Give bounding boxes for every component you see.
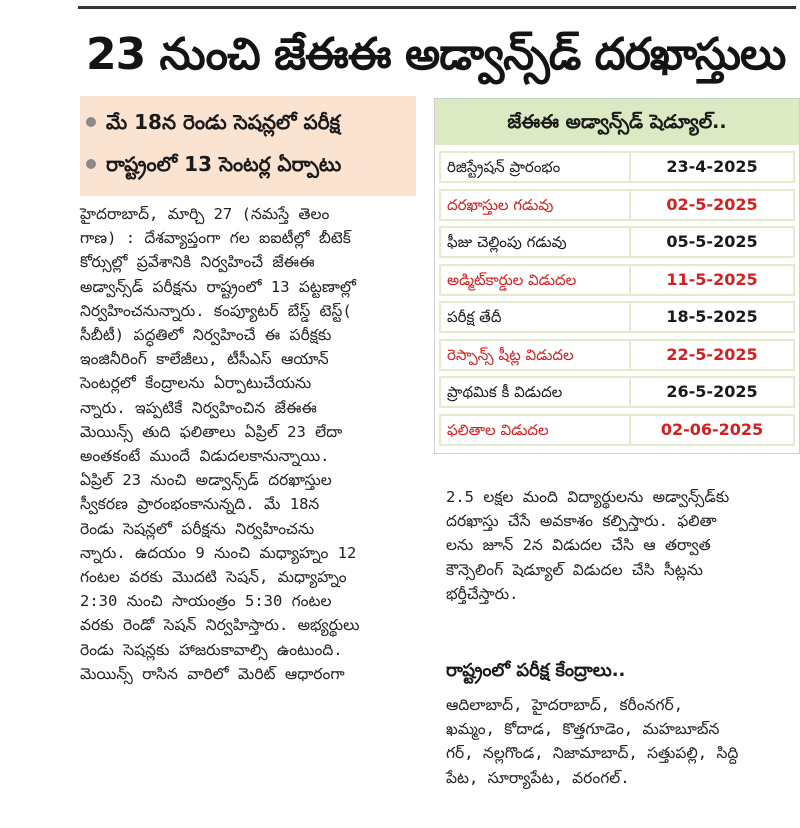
schedule-event-date: 02-5-2025 <box>631 191 793 219</box>
body-line: సెంటర్లలో కేంద్రాలను ఏర్పాటుచేయను <box>80 374 312 393</box>
schedule-event-date: 02-06-2025 <box>631 416 793 444</box>
schedule-event-label: దరఖాస్తుల గడువు <box>441 191 629 219</box>
schedule-event-label: ఫలితాల విడుదల <box>441 416 629 444</box>
schedule-event-label: అడ్మిట్‌కార్డుల విడుదల <box>441 266 629 294</box>
highlight-item <box>86 152 341 181</box>
schedule-event-date: 26-5-2025 <box>631 378 793 406</box>
body-line: న్నారు. ఇప్పటికే నిర్వహించిన జేఈఈ <box>80 398 317 417</box>
schedule-event-date: 22-5-2025 <box>631 341 793 369</box>
body-line: అడ్వాన్స్‌డ్ పరీక్షను రాష్ట్రంలో 13 పట్టణాల్లో <box>80 277 356 296</box>
schedule-event-label: ప్రాథమిక కీ విడుదల <box>441 378 629 406</box>
body-line: వరకు రెండో సెషన్ నిర్వహిస్తారు. అభ్యర్థులు <box>80 616 360 635</box>
headline: 23 నుంచి జేఈఈ అడ్వాన్స్‌డ్ దరఖాస్తులు <box>86 29 786 80</box>
body-line: హైదరాబాద్, మార్చి 27 (నమస్తే తెలం <box>80 205 330 223</box>
schedule-row <box>439 151 795 183</box>
body-line: న్నారు. ఉదయం 9 నుంచి మధ్యాహ్నం 12 <box>80 543 357 562</box>
schedule-title: జేఈఈ అడ్వాన్స్‌డ్ షెడ్యూల్.. <box>435 99 799 145</box>
schedule-row <box>439 414 795 446</box>
body-line: స్వీకరణ ప్రారంభంకానున్నది. మే 18న <box>80 495 320 514</box>
top-divider <box>78 6 796 9</box>
schedule-event-label: రెస్పాన్స్ షీట్ల విడుదల <box>441 341 629 369</box>
article-body-left <box>80 202 420 686</box>
article-body-right <box>446 485 786 606</box>
schedule-row <box>439 339 795 371</box>
schedule-row <box>439 189 795 221</box>
schedule-event-date: 18-5-2025 <box>631 303 793 331</box>
schedule-table <box>434 98 800 454</box>
centers-list <box>446 693 786 790</box>
body-line: కౌన్సెలింగ్ షెడ్యూల్ విడుదల చేసి సీట్లను <box>446 560 703 579</box>
schedule-row <box>439 226 795 258</box>
body-line: లను జూన్ 2న విడుదల చేసి ఆ తర్వాత <box>446 536 711 555</box>
body-line: పేట, సూర్యాపేట, వరంగల్. <box>446 768 630 787</box>
highlight-text: మే 18న రెండు సెషన్లలో పరీక్ష <box>106 110 341 134</box>
body-line: భర్తీచేస్తారు. <box>446 584 519 603</box>
body-line: మెయిన్స్ రాసిన వారిలో మెరిట్ ఆధారంగా <box>80 664 345 683</box>
body-line: గాణ) : దేశవ్యాప్తంగా గల ఐఐటీల్లో బీటెక్ <box>80 229 351 248</box>
schedule-row <box>439 301 795 333</box>
body-line: గర్, నల్లగొండ, నిజామాబాద్, సత్తుపల్లి, సిద్ది <box>446 744 739 763</box>
body-line: ఏప్రిల్ 23 నుంచి అడ్వాన్స్‌డ్ దరఖాస్తుల <box>80 471 332 490</box>
body-line: రెండు సెషన్లలో పరీక్షను నిర్వహించను <box>80 519 315 538</box>
schedule-event-date: 11-5-2025 <box>631 266 793 294</box>
body-line: అంతకంటే ముందే విడుదలకానున్నాయి. <box>80 447 330 466</box>
body-line: గంటల వరకు మొదటి సెషన్, మధ్యాహ్నం <box>80 568 347 587</box>
body-line: ఇంజినీరింగ్ కాలేజీలు, టీసీఎస్ ఆయాన్ <box>80 350 329 369</box>
schedule-row <box>439 376 795 408</box>
body-line: రెండు సెషన్లకు హాజరుకావాల్సి ఉంటుంది. <box>80 640 343 659</box>
body-line: దరఖాస్తు చేసే అవకాశం కల్పిస్తారు. ఫలితా <box>446 512 717 531</box>
body-line: 2.5 లక్షల మంది విద్యార్థులను అడ్వాన్స్‌డ్‌కు <box>446 488 730 506</box>
schedule-event-label: పరీక్ష తేదీ <box>441 303 629 331</box>
schedule-event-date: 05-5-2025 <box>631 228 793 256</box>
body-line: మెయిన్స్ తుది ఫలితాలు ఏప్రిల్ 23 లేదా <box>80 422 343 441</box>
centers-heading: రాష్ట్రంలో పరీక్ష కేంద్రాలు.. <box>446 660 626 681</box>
schedule-event-label: ఫీజు చెల్లింపు గడువు <box>441 228 629 256</box>
bullet-dot-icon <box>86 117 96 127</box>
schedule-event-label: రిజిస్ట్రేషన్ ప్రారంభం <box>441 153 629 181</box>
body-line: 2:30 నుంచి సాయంత్రం 5:30 గంటల <box>80 592 332 611</box>
highlights-box <box>80 96 416 196</box>
body-line: ఖమ్మం, కోదాడ, కొత్తగూడెం, మహబూబ్‌న <box>446 720 720 739</box>
highlight-text: రాష్ట్రంలో 13 సెంటర్ల ఏర్పాటు <box>106 152 342 176</box>
body-line: కోర్సుల్లో ప్రవేశానికి నిర్వహించే జేఈఈ <box>80 253 315 272</box>
body-line: నిర్వహించనున్నారు. కంప్యూటర్ బేస్డ్ టెస్ట్( <box>80 301 352 320</box>
schedule-event-date: 23-4-2025 <box>631 153 793 181</box>
schedule-row <box>439 264 795 296</box>
bullet-dot-icon <box>86 159 96 169</box>
highlight-item <box>86 110 340 139</box>
body-line: సీబీటీ) పద్ధతిలో నిర్వహించే ఈ పరీక్షకు <box>80 326 332 345</box>
body-line: ఆదిలాబాద్, హైదరాబాద్, కరీంనగర్, <box>446 696 684 714</box>
